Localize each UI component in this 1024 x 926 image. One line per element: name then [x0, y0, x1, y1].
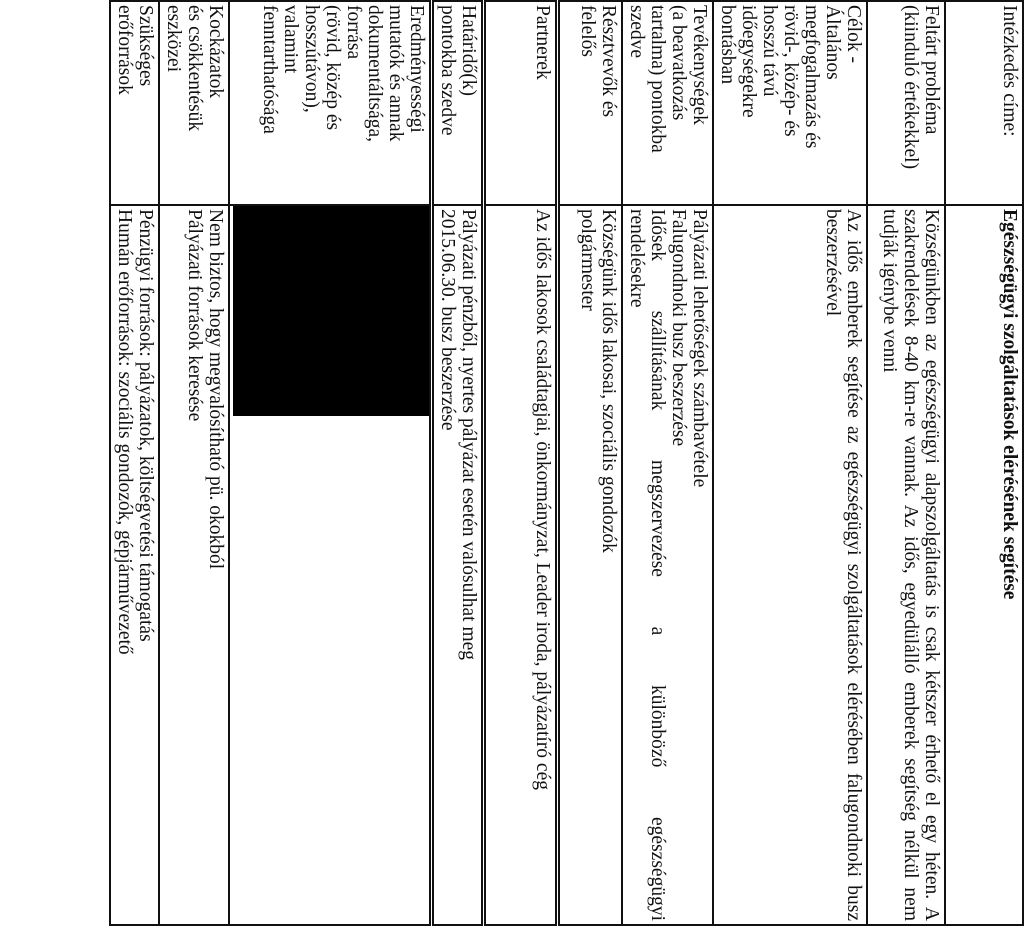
value-partners: Az idős lakosok családtagjai, önkormányzat, Leader iroda, pályázatíró cég: [484, 205, 558, 925]
label-indicators: Eredményességi mutatók és annak dokumentáltsága, forrása (rövid, közép és hosszútávon), valamint fenntarthatósága: [230, 1, 433, 205]
value-problem: Községünkben az egészségügyi alapszolgáltatás is csak kétszer érhető el egy héten. A szakrendelések 8-40 km-re vannak. Az idős, egyedülálló emberek segítség nélkül nem tudják igénybe venni: [867, 205, 945, 925]
value-indicators: [230, 205, 433, 925]
row-partners: [484, 1, 558, 925]
row-resources: [111, 1, 160, 925]
value-deadline: Pályázati pénzből, nyertes pályázat esetén valósulhat meg 2015.06.30. busz beszerzése: [432, 205, 484, 925]
label-partners: Partnerek: [484, 1, 558, 205]
row-participants: [558, 1, 622, 925]
row-risks: [160, 1, 230, 925]
row-title: [945, 1, 1023, 925]
label-resources: Szükséges erőforrások: [111, 1, 160, 205]
value-goals: Az idős emberek segítése az egészségügyi szolgáltatások elérésében falugondnoki busz beszerzésével: [713, 205, 867, 925]
label-title: Intézkedés címe:: [945, 1, 1023, 205]
row-deadline: [432, 1, 484, 925]
label-problem: Feltárt probléma (kiinduló értékekkel): [867, 1, 945, 205]
row-problem: [867, 1, 945, 925]
row-goals: [713, 1, 867, 925]
label-goals: Célok - Általános megfogalmazás és rövid-, közép- és hosszú távú időegységekre bontásban: [713, 1, 867, 205]
label-deadline: Határidő(k) pontokba szedve: [432, 1, 484, 205]
row-activities: [622, 1, 713, 925]
value-activities: Pályázati lehetőségek számbavétele Falugondnoki busz beszerzése Idősek szállításának megszervezése a különböző egészségügyi rendelésekre: [622, 205, 713, 925]
action-plan-table: [110, 0, 1024, 926]
value-resources: Pénzügyi források: pályázatok, költségvetési támogatás Humán erőforrások: szociális gondozók, gépjárművezető: [111, 205, 160, 925]
value-risks: Nem biztos, hogy megvalósítható pü. okokból Pályázati források keresése: [160, 205, 230, 925]
label-activities: Tevékenységek (a beavatkozás tartalma) pontokba szedve: [622, 1, 713, 205]
label-participants: Résztvevők és felelős: [558, 1, 622, 205]
redaction-block: [234, 206, 430, 416]
label-risks: Kockázatok és csökkentésük eszközei: [160, 1, 230, 205]
row-indicators: [230, 1, 433, 925]
value-title: Egészségügyi szolgáltatások elérésének segítése: [945, 205, 1023, 925]
value-participants: Községünk idős lakosai, szociális gondozók polgármester: [558, 205, 622, 925]
